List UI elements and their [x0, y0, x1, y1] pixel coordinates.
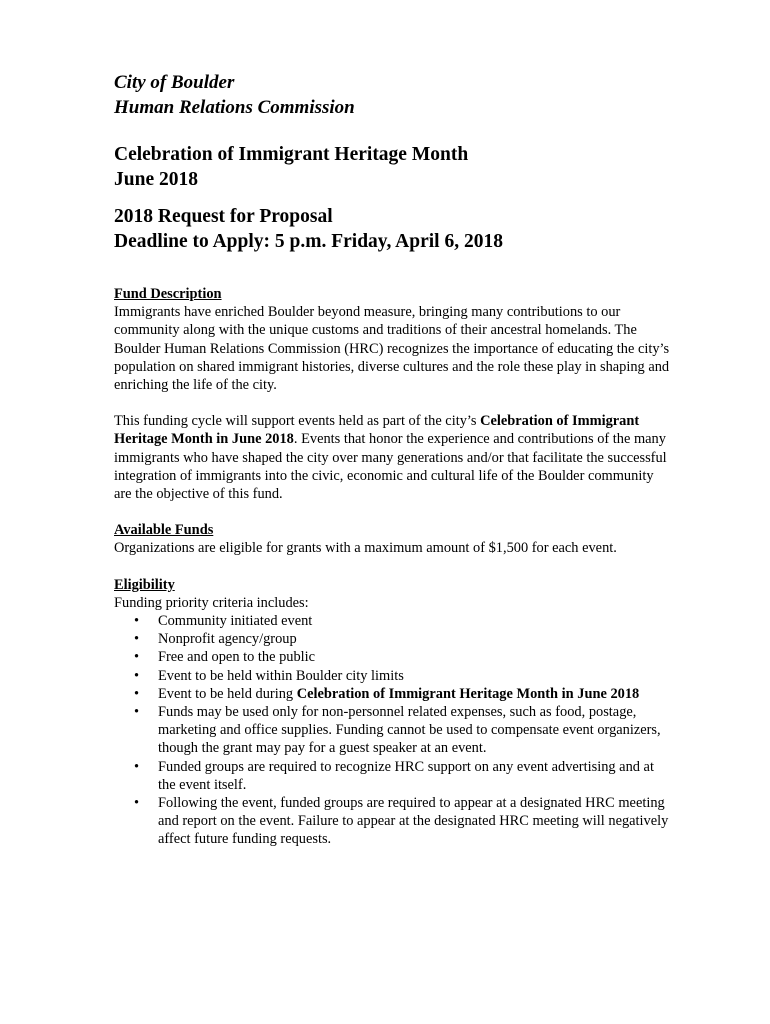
- available-funds-heading: Available Funds: [114, 522, 214, 539]
- para-text-start: This funding cycle will support events held as part of the city’s: [114, 413, 481, 430]
- eligibility-heading: Eligibility: [114, 576, 175, 593]
- para-text-bold: Celebration of Immigrant Heritage Month in June 2018: [114, 413, 640, 448]
- para-text-end: . Events that honor the experience and contributions of the many immigrants who have shaped the city over many generations and/or that facilitate the successful integration of immigrants into the civic, economic and cultural life of the Boulder community are the objective of this fund.: [114, 431, 667, 503]
- title-line-2: June 2018: [114, 169, 198, 190]
- list-item: • Following the event, funded groups are required to appear at a designated HRC meeting and report on the event. Failure to appear at the designated HRC meeting will negatively affect future funding requests.: [114, 794, 670, 849]
- list-item: • Funded groups are required to recognize HRC support on any event advertising and at the event itself.: [114, 758, 670, 794]
- funding-cycle-paragraph: [114, 412, 670, 503]
- available-funds-section: [114, 521, 670, 557]
- list-item: [114, 685, 670, 703]
- list-item: • Funds may be used only for non-personnel related expenses, such as food, postage, marketing and office supplies. Funding cannot be used to compensate event organizers, though the grant may pay for a guest speaker at an event.: [114, 703, 670, 758]
- list-item: • Event to be held within Boulder city limits: [114, 667, 670, 685]
- criteria-list: [114, 612, 670, 849]
- list-item: • Nonprofit agency/group: [114, 630, 670, 648]
- fund-description-paragraph: Immigrants have enriched Boulder beyond measure, bringing many contributions to our community along with the unique customs and traditions of their ancestral homelands. The Boulder Human Relations Commission (HRC) recognizes the importance of educating the city’s population on shared immigrant histories, diverse cultures and the role these play in shaping and enriching the life of the city.: [114, 304, 670, 394]
- rfp-title: 2018 Request for Proposal: [114, 206, 333, 227]
- list-item-bold: Celebration of Immigrant Heritage Month in June 2018: [296, 685, 640, 702]
- eligibility-section: [114, 576, 670, 849]
- deadline: Deadline to Apply: 5 p.m. Friday, April 6, 2018: [114, 231, 503, 252]
- commission-name: Human Relations Commission: [114, 97, 355, 118]
- fund-description-heading: Fund Description: [114, 286, 222, 302]
- list-item: • Free and open to the public: [114, 648, 670, 666]
- title-line-1: Celebration of Immigrant Heritage Month: [114, 144, 469, 165]
- rfp-block: [114, 204, 670, 254]
- available-funds-text: Organizations are eligible for grants with a maximum amount of $1,500 for each event.: [114, 540, 617, 557]
- document-title: [114, 142, 670, 192]
- org-name: City of Boulder: [114, 72, 235, 93]
- organization-block: [114, 70, 670, 120]
- list-item: • Community initiated event: [114, 612, 670, 630]
- list-item-text: Event to be held during: [158, 685, 297, 702]
- eligibility-intro: Funding priority criteria includes:: [114, 594, 309, 611]
- fund-description-section: [114, 285, 670, 503]
